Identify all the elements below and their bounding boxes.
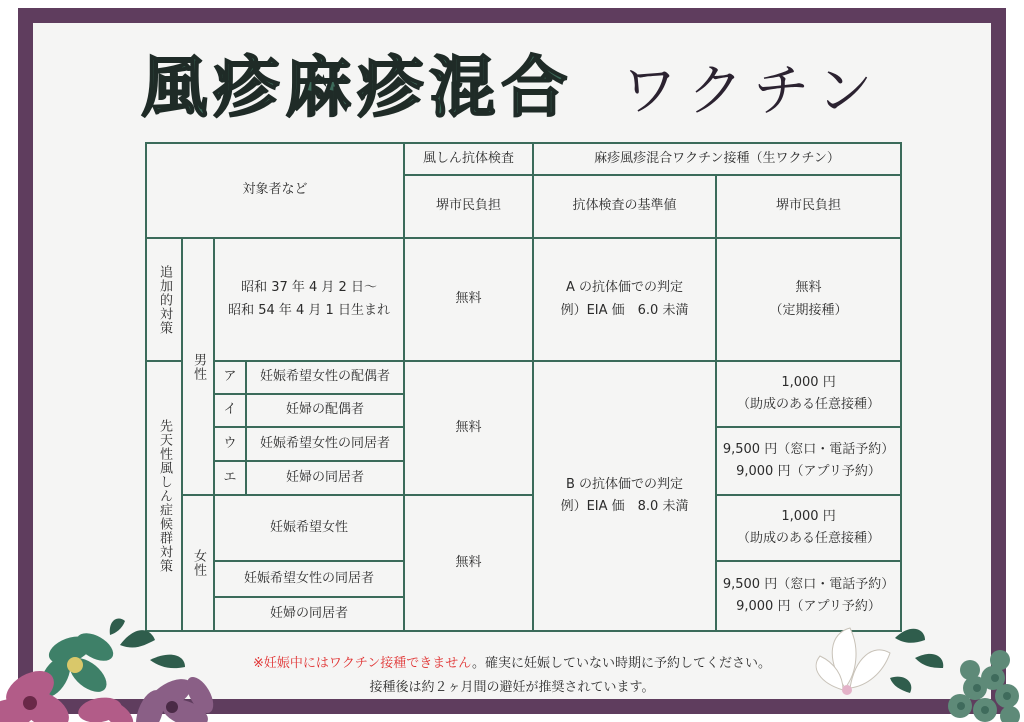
male-cost-b-line-1: 9,500 円（窓口・電話予約） (722, 441, 895, 457)
criterion-b-line-1: B の抗体価での判定 (565, 476, 684, 492)
female-cost-a-line-1: 1,000 円 (781, 508, 836, 524)
criterion-b-line-2: 例）EIA 価 8.0 未満 (560, 499, 689, 514)
header-vaccine: 麻疹風疹混合ワクチン接種（生ワクチン） (533, 143, 901, 175)
title-main: 風疹麻疹混合 (141, 48, 574, 126)
male-mark-e: エ (214, 461, 246, 495)
additional-test-cost: 無料 (404, 238, 533, 361)
flower-decoration-left (0, 615, 230, 722)
female-cost-a-line-2: （助成のある任意接種） (737, 531, 881, 546)
male-mark-a: ア (214, 361, 246, 394)
criterion-a (533, 238, 716, 361)
additional-vaccine-cost (716, 238, 901, 361)
female-label-2: 妊娠希望女性の同居者 (214, 561, 404, 597)
vaccine-table (145, 142, 902, 632)
female-label-3: 妊婦の同居者 (214, 597, 404, 631)
criterion-a-line-2: 例）EIA 価 6.0 未満 (560, 302, 689, 318)
flower-decoration-right (795, 618, 1024, 722)
group-male: 男性 (182, 238, 214, 495)
male-mark-u: ウ (214, 427, 246, 461)
male-label-i: 妊婦の配偶者 (246, 394, 404, 427)
male-label-e: 妊婦の同居者 (246, 461, 404, 495)
header-antibody-test: 風しん抗体検査 (404, 143, 533, 175)
criterion-b (533, 361, 716, 631)
group-congenital: 先天性風しん症候群対策 (146, 361, 182, 631)
vaccine-cost-line-1: 無料 (795, 280, 822, 296)
male-label-a: 妊娠希望女性の配偶者 (246, 361, 404, 394)
male-cost-b-line-2: 9,000 円（アプリ予約） (736, 464, 881, 479)
male-cost-a-line-2: （助成のある任意接種） (737, 397, 881, 412)
note-warning-red: ※妊娠中にはワクチン接種できません (252, 656, 472, 671)
poster-title (0, 34, 1024, 129)
male-cost-subsidized (716, 361, 901, 427)
vaccine-cost-line-2: （定期接種） (769, 302, 848, 318)
male-mark-i: イ (214, 394, 246, 427)
note-warning-rest: 。確実に妊娠していない時期に予約してください。 (472, 656, 772, 671)
male-cost-full (716, 427, 901, 495)
eligibility-line-1: 昭和 37 年 4 月 2 日〜 (241, 280, 377, 296)
additional-eligibility (214, 238, 404, 361)
title-sub: ワクチン (621, 59, 883, 124)
note-contraception: 接種後は約２ヶ月間の避妊が推奨されています。 (369, 680, 655, 695)
header-reference-value: 抗体検査の基準値 (533, 175, 716, 238)
female-cost-subsidized (716, 495, 901, 561)
header-target: 対象者など (146, 143, 404, 238)
group-female: 女性 (182, 495, 214, 631)
male-test-cost: 無料 (404, 361, 533, 495)
male-label-u: 妊娠希望女性の同居者 (246, 427, 404, 461)
male-cost-a-line-1: 1,000 円 (781, 374, 836, 390)
header-city-burden-test: 堺市民負担 (404, 175, 533, 238)
female-cost-b-line-2: 9,000 円（アプリ予約） (736, 599, 881, 614)
female-label-1: 妊娠希望女性 (214, 495, 404, 561)
group-additional: 追加的対策 (146, 238, 182, 361)
header-city-burden-vaccine: 堺市民負担 (716, 175, 901, 238)
female-test-cost: 無料 (404, 495, 533, 631)
female-cost-b-line-1: 9,500 円（窓口・電話予約） (722, 576, 895, 592)
criterion-a-line-1: A の抗体価での判定 (566, 280, 684, 296)
eligibility-line-2: 昭和 54 年 4 月 1 日生まれ (228, 302, 390, 318)
